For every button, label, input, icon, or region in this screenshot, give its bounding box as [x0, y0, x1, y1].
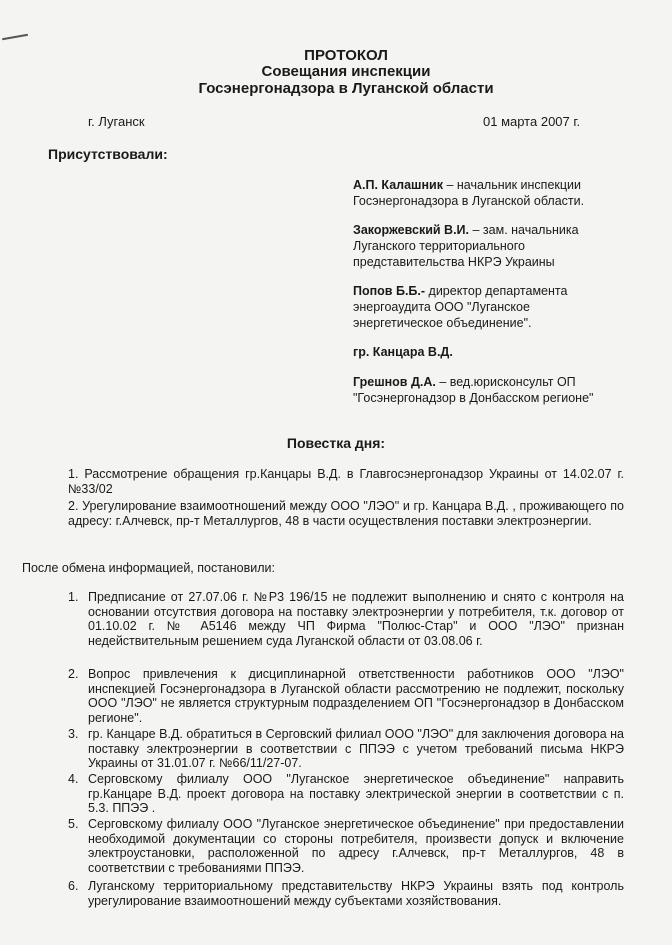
- scan-mark: [2, 34, 28, 40]
- city: г. Луганск: [88, 114, 145, 129]
- agenda-item-1: 1. Рассмотрение обращения гр.Канцары В.Д. в Главгосэнергонадзор Украины от 14.02.07 г. №33/02: [68, 467, 624, 496]
- attendee-1: [353, 177, 623, 209]
- resolution-number: 3.: [68, 727, 79, 741]
- resolution-item-4: [68, 772, 624, 816]
- attendee-name: Грешнов Д.А.: [353, 375, 436, 389]
- resolution-item-2: [68, 667, 624, 726]
- resolution-text: Серговскому филиалу ООО "Луганское энергетическое объединение" направить гр.Канцаре В.Д. проект договора на поставку электрической энергии в соответствии с п. 5.3. ППЭЭ .: [88, 772, 624, 816]
- resolution-number: 6.: [68, 879, 79, 893]
- attendees-label: Присутствовали:: [48, 146, 168, 162]
- resolution-number: 2.: [68, 667, 79, 681]
- attendee-role: – вед.юрисконсульт ОП "Госэнергонадзор в Донбасском регионе": [353, 375, 594, 405]
- resolution-number: 5.: [68, 817, 79, 831]
- attendee-3: [353, 283, 623, 331]
- resolution-text: гр. Канцаре В.Д. обратиться в Серговский филиал ООО "ЛЭО" для заключения договора на поставку электроэнергии в соответствии с ППЭЭ с учетом требований письма НКРЭ Украины от 31.01.07 г. №66/11/27-07.: [88, 727, 624, 771]
- resolution-text: Луганскому территориальному представительству НКРЭ Украины взять под контроль урегулирование взаимоотношений между субъектами хозяйствования.: [88, 879, 624, 908]
- resolution-text: Серговскому филиалу ООО "Луганское энергетическое объединение" при предоставлении необходимой документации со стороны потребителя, произвести допуск и включение электроустановки, расположенной по адресу г.Алчевск, пр-т Металлургов, 48 в соответствии с требованиями ППЭЭ.: [88, 817, 624, 876]
- attendee-2: [353, 222, 623, 270]
- attendee-name: А.П. Калашник: [353, 178, 443, 192]
- organization-subtitle: Госэнергонадзора в Луганской области: [198, 80, 494, 97]
- attendee-name: гр. Канцара В.Д.: [353, 345, 453, 359]
- resolution-text: Вопрос привлечения к дисциплинарной ответственности работников ООО "ЛЭО" инспекцией Госэнергонадзора в Луганской области рассмотрению не подлежит, поскольку ООО "ЛЭО" не является структурным подразделением ОП "Госэнергонадзор в Донбасском регионе".: [88, 667, 624, 726]
- attendee-5: [353, 374, 623, 406]
- resolution-item-6: [68, 879, 624, 908]
- resolution-number: 1.: [68, 590, 79, 604]
- resolution-item-5: [68, 817, 624, 876]
- protocol-title: ПРОТОКОЛ: [304, 47, 388, 64]
- attendee-name: Попов Б.Б.-: [353, 284, 426, 298]
- attendee-name: Закоржевский В.И.: [353, 223, 470, 237]
- resolution-item-1: [68, 590, 624, 649]
- meeting-subtitle: Совещания инспекции: [261, 63, 431, 80]
- agenda-title: Повестка дня:: [286, 435, 386, 451]
- attendee-role: директор департамента энергоаудита ООО "Луганское энергетическое объединение".: [353, 284, 568, 330]
- resolution-item-3: [68, 727, 624, 771]
- resolution-text: Предписание от 27.07.06 г. №Р3 196/15 не подлежит выполнению и снято с контроля на основании отсутствия договора на поставку электроэнергии у потребителя, т.к. договор от 01.10.02 г. № А5146 между ЧП Фирма "Полюс-Стар" и ООО "ЛЭО" признан недействительным решением суда Луганской области от 03.08.06 г.: [88, 590, 624, 649]
- date: 01 марта 2007 г.: [483, 114, 581, 129]
- agenda-item-2: 2. Урегулирование взаимоотношений между ООО "ЛЭО" и гр. Канцара В.Д. , проживающего по адресу: г.Алчевск, пр-т Металлургов, 48 в части осуществления поставки электроэнергии.: [68, 499, 624, 528]
- attendee-role: – зам. начальника Луганского территориального представительства НКРЭ Украины: [353, 223, 579, 269]
- resolution-number: 4.: [68, 772, 79, 786]
- attendee-role: – начальник инспекции Госэнергонадзора в Луганской области.: [353, 178, 585, 208]
- resolutions-intro: После обмена информацией, постановили:: [22, 561, 275, 575]
- attendee-4: [353, 344, 623, 360]
